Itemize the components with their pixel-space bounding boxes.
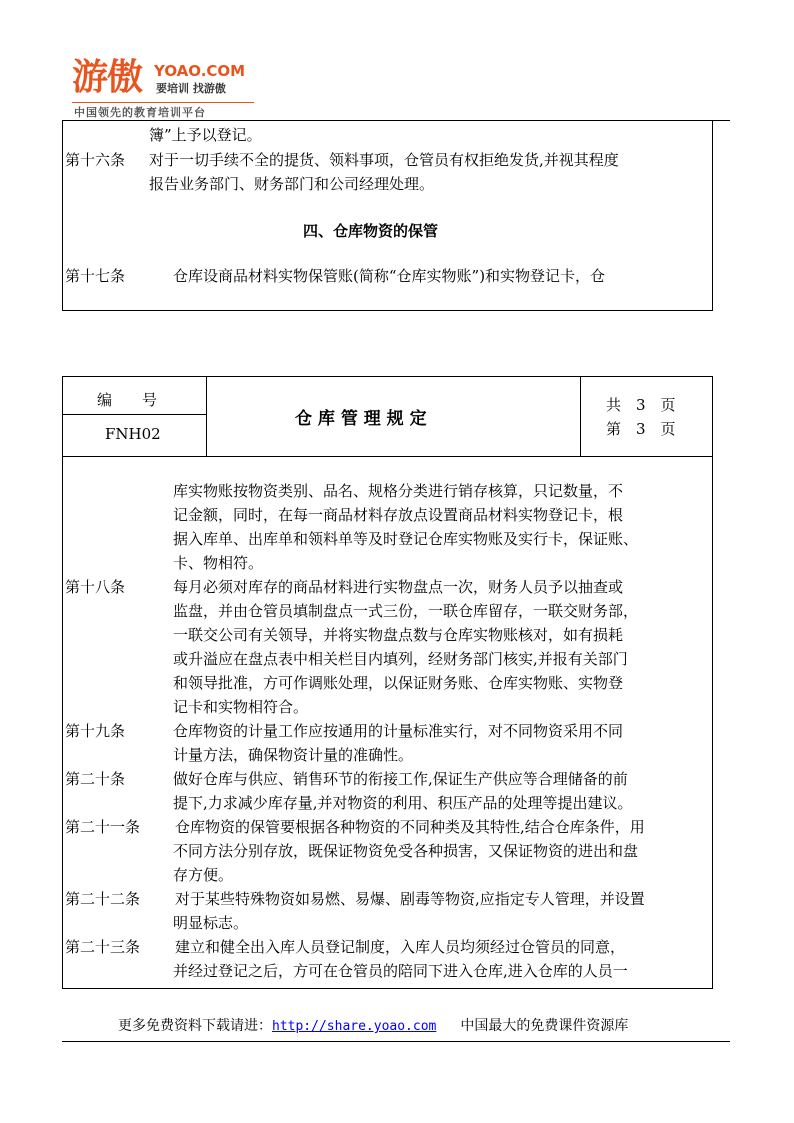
article-label: 第二十条 [65,770,126,788]
doc-number-label: 编 号 [97,391,158,409]
footer-prefix: 更多免费资料下载请进： [118,1018,272,1034]
article-text-line: 每月必须对库存的商品材料进行实物盘点一次，财务人员予以抽查或 [173,578,624,596]
doc-number-value: FNH02 [105,425,161,443]
article-text-line: 存方便。 [173,866,234,884]
article-17-label: 第十七条 [65,267,126,285]
footer-suffix: 中国最大的免费课件资源库 [460,1018,629,1034]
total-pages: 共 3 页 [606,396,676,414]
article-text-line: 据入库单、出库单和领料单等及时登记仓库实物账及实行卡，保证账、 [173,530,639,548]
article-text-line: 提下,力求减少库存量,并对物资的利用、积压产品的处理等提出建议。 [173,794,633,812]
section1-line-0 [149,123,262,147]
header-row-divider [63,414,206,415]
logo-domain: YOAO.COM [154,62,246,80]
logo-slogan: 要培训 找游傲 [156,82,226,95]
article-16-text-cont: 报告业务部门、财务部门和公司经理处理。 [149,175,435,193]
doc-header-table [62,376,713,457]
article-text-line: 卡、物相符。 [173,554,264,572]
article-text-line: 监盘，并由仓管员填制盘点一式三份，一联仓库留存，一联交财务部， [173,602,639,620]
logo-main-text: 游傲 [72,57,143,98]
footer-link[interactable]: http://share.yoao.com [272,1019,437,1034]
article-label: 第二十一条 [65,818,141,836]
body-box [62,456,713,989]
article-text-line: 仓库物资的保管要根据各种物资的不同种类及其特性,结合仓库条件，用 [175,818,645,836]
article-text-line: 不同方法分别存放，既保证物资免受各种损害，又保证物资的进出和盘 [173,842,639,860]
article-label: 第十九条 [65,722,126,740]
article-16-label: 第十六条 [65,151,126,169]
article-16-text: 对于一切手续不全的提货、领料事项，仓管员有权拒绝发货,并视其程度 [149,151,619,169]
footer [118,1016,628,1037]
section1-box [62,120,713,311]
footer-rule [62,1041,730,1042]
article-label: 第二十二条 [65,890,141,908]
header-col-divider-2 [580,377,581,456]
article-text-line: 做好仓库与供应、销售环节的衔接工作,保证生产供应等合理储备的前 [173,770,628,788]
article-text-line: 对于某些特殊物资如易燃、易爆、剧毒等物资,应指定专人管理，并设置 [175,890,645,908]
article-text-line: 仓库物资的计量工作应按通用的计量标准实行，对不同物资采用不同 [173,722,624,740]
article-text-line: 记卡和实物相符合。 [173,698,309,716]
doc-title: 仓 库 管 理 规 定 [295,409,427,429]
current-page: 第 3 页 [606,420,676,438]
article-label: 第二十三条 [65,938,141,956]
article-text-line: 并经过登记之后，方可在仓管员的陪同下进入仓库,进入仓库的人员一 [173,962,628,980]
article-text-line: 或升溢应在盘点表中相关栏目内填列，经财务部门核实,并报有关部门 [173,650,628,668]
header-col-divider-1 [206,377,207,456]
article-text-line: 建立和健全出入库人员登记制度，入库人员均须经过仓管员的同意， [175,938,626,956]
article-text-line: 记金额，同时，在每一商品材料存放点设置商品材料实物登记卡，根 [173,506,624,524]
article-text-line: 库实物账按物资类别、品名、规格分类进行销存核算，只记数量，不 [173,482,624,500]
line-text: 簿”上予以登记。 [149,126,262,144]
section-heading: 四、仓库物资的保管 [303,222,439,240]
logo-subtitle: 中国领先的教育培训平台 [74,106,206,119]
article-text-line: 明显标志。 [173,914,249,932]
article-text-line: 一联交公司有关领导，并将实物盘点数与仓库实物账核对，如有损耗 [173,626,624,644]
article-text-line: 计量方法，确保物资计量的准确性。 [173,746,414,764]
article-label: 第十八条 [65,578,126,596]
logo-divider [72,102,254,103]
article-text-line: 和领导批准，方可作调账处理，以保证财务账、仓库实物账、实物登 [173,674,624,692]
yoao-logo [72,58,262,124]
article-17-text: 仓库设商品材料实物保管账(简称“仓库实物账”)和实物登记卡，仓 [173,267,606,285]
